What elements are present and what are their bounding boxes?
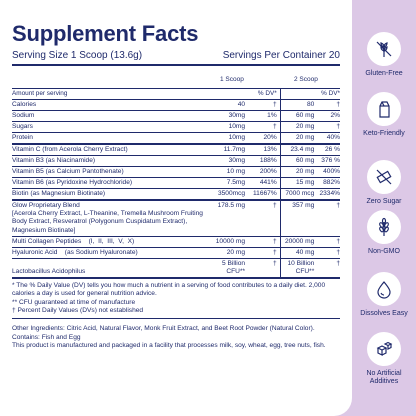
- supplement-facts-label: [12, 22, 340, 351]
- cubes-icon: [374, 339, 394, 359]
- no-sugar-icon: [374, 167, 394, 187]
- badge-gluten-free: Gluten-Free: [352, 32, 416, 78]
- lacto-row: Lactobacillus Acidophilus 5 Billion CFU** † 10 Billion CFU** †: [12, 259, 340, 279]
- table-row: Sugars 10mg † 20 mg †: [12, 122, 340, 133]
- serving-info-row: [12, 50, 340, 66]
- table-row: Vitamin B6 (as Pyridoxine Hydrochloride) 7.5mg 441% 15 mg 882%: [12, 178, 340, 189]
- servings-per-container: Servings Per Container 20: [222, 50, 340, 61]
- table-row: Multi Collagen Peptides (I, II, III, V, X) 10000 mg † 20000 mg †: [12, 237, 340, 248]
- badge-zero-sugar: Zero Sugar: [352, 160, 416, 206]
- column-headers: [12, 74, 340, 89]
- ingredients-section: [12, 325, 340, 350]
- table-row: Sodium 30mg 1% 60 mg 2%: [12, 111, 340, 122]
- table-row: Vitamin C (from Acerola Cherry Extract) 11.7mg 13% 23.4 mg 26 %: [12, 145, 340, 156]
- contains-allergens: Contains: Fish and Egg: [12, 333, 81, 341]
- blend-name: Glow Proprietary Blend: [12, 202, 80, 209]
- other-ingredients: Other Ingredients: Citric Acid, Natural Flavor, Monk Fruit Extract, and Beet Root Powder (Natural Color).: [12, 325, 315, 333]
- table-row: Vitamin B3 (as Niacinamide) 30mg 188% 60 mg 376 %: [12, 156, 340, 167]
- table-row: Protein 10mg 20% 20 mg 40%: [12, 133, 340, 145]
- wheat-slash-icon: [374, 39, 394, 59]
- footnotes: [12, 282, 340, 320]
- grain-icon: [374, 217, 394, 237]
- amount-header-row: [12, 89, 340, 100]
- dv-header-2: % DV*: [321, 90, 340, 97]
- droplet-icon: [374, 279, 394, 299]
- table-row: Calories 40 † 80 †: [12, 100, 340, 111]
- badge-non-gmo: Non-GMO: [352, 210, 416, 256]
- label-title: Supplement Facts: [12, 21, 199, 46]
- carton-icon: [374, 99, 394, 119]
- badge-dissolves-easy: Dissolves Easy: [352, 272, 416, 318]
- serving-size: Serving Size 1 Scoop (13.6g): [12, 50, 143, 61]
- badge-keto-friendly: Keto-Friendly: [352, 92, 416, 138]
- footnote-dv: * The % Daily Value (DV) tells you how much a nutrient in a serving of food contributes to a daily diet. 2,000 calories a day is used for general nutrition advice.: [12, 281, 326, 298]
- table-row: Vitamin B5 (as Calcium Pantothenate) 10 mg 200% 20 mg 400%: [12, 167, 340, 178]
- dv-header-1: % DV*: [247, 89, 281, 99]
- table-row: Biotin (as Magnesium Biotinate) 3500mcg 11667% 7000 mcg 2334%: [12, 189, 340, 201]
- blend-row: Glow Proprietary Blend [Acerola Cherry Extract, L-Theanine, Tremella Mushroom Fruiting Body Extract, Resveratrol (Polygonum Cuspidatum Extract), Magnesium Biotinate] 178.5 mg † 357 mg †: [12, 201, 340, 237]
- footnote-dagger: † Percent Daily Values (DVs) not established: [12, 307, 144, 315]
- table-row: Hyaluronic Acid (as Sodium Hyaluronate) 20 mg † 40 mg †: [12, 248, 340, 259]
- column-1-scoop: 1 Scoop: [220, 76, 244, 83]
- blend-details: [Acerola Cherry Extract, L-Theanine, Tremella Mushroom Fruiting Body Extract, Resveratrol (Polygonum Cuspidatum Extract), Magnesium Biotinate]: [12, 210, 203, 234]
- badge-column: [352, 0, 416, 416]
- badge-no-artificial-additives: No Artificial Additives: [352, 332, 416, 386]
- column-2-scoop: 2 Scoop: [294, 76, 318, 83]
- amount-per-serving: Amount per serving: [12, 90, 68, 97]
- footnote-cfu: ** CFU guaranteed at time of manufacture: [12, 298, 136, 306]
- facility-statement: This product is manufactured and packaged in a facility that processes milk, soy, wheat, egg, tree nuts, fish.: [12, 342, 326, 350]
- nutrient-table: [12, 89, 340, 279]
